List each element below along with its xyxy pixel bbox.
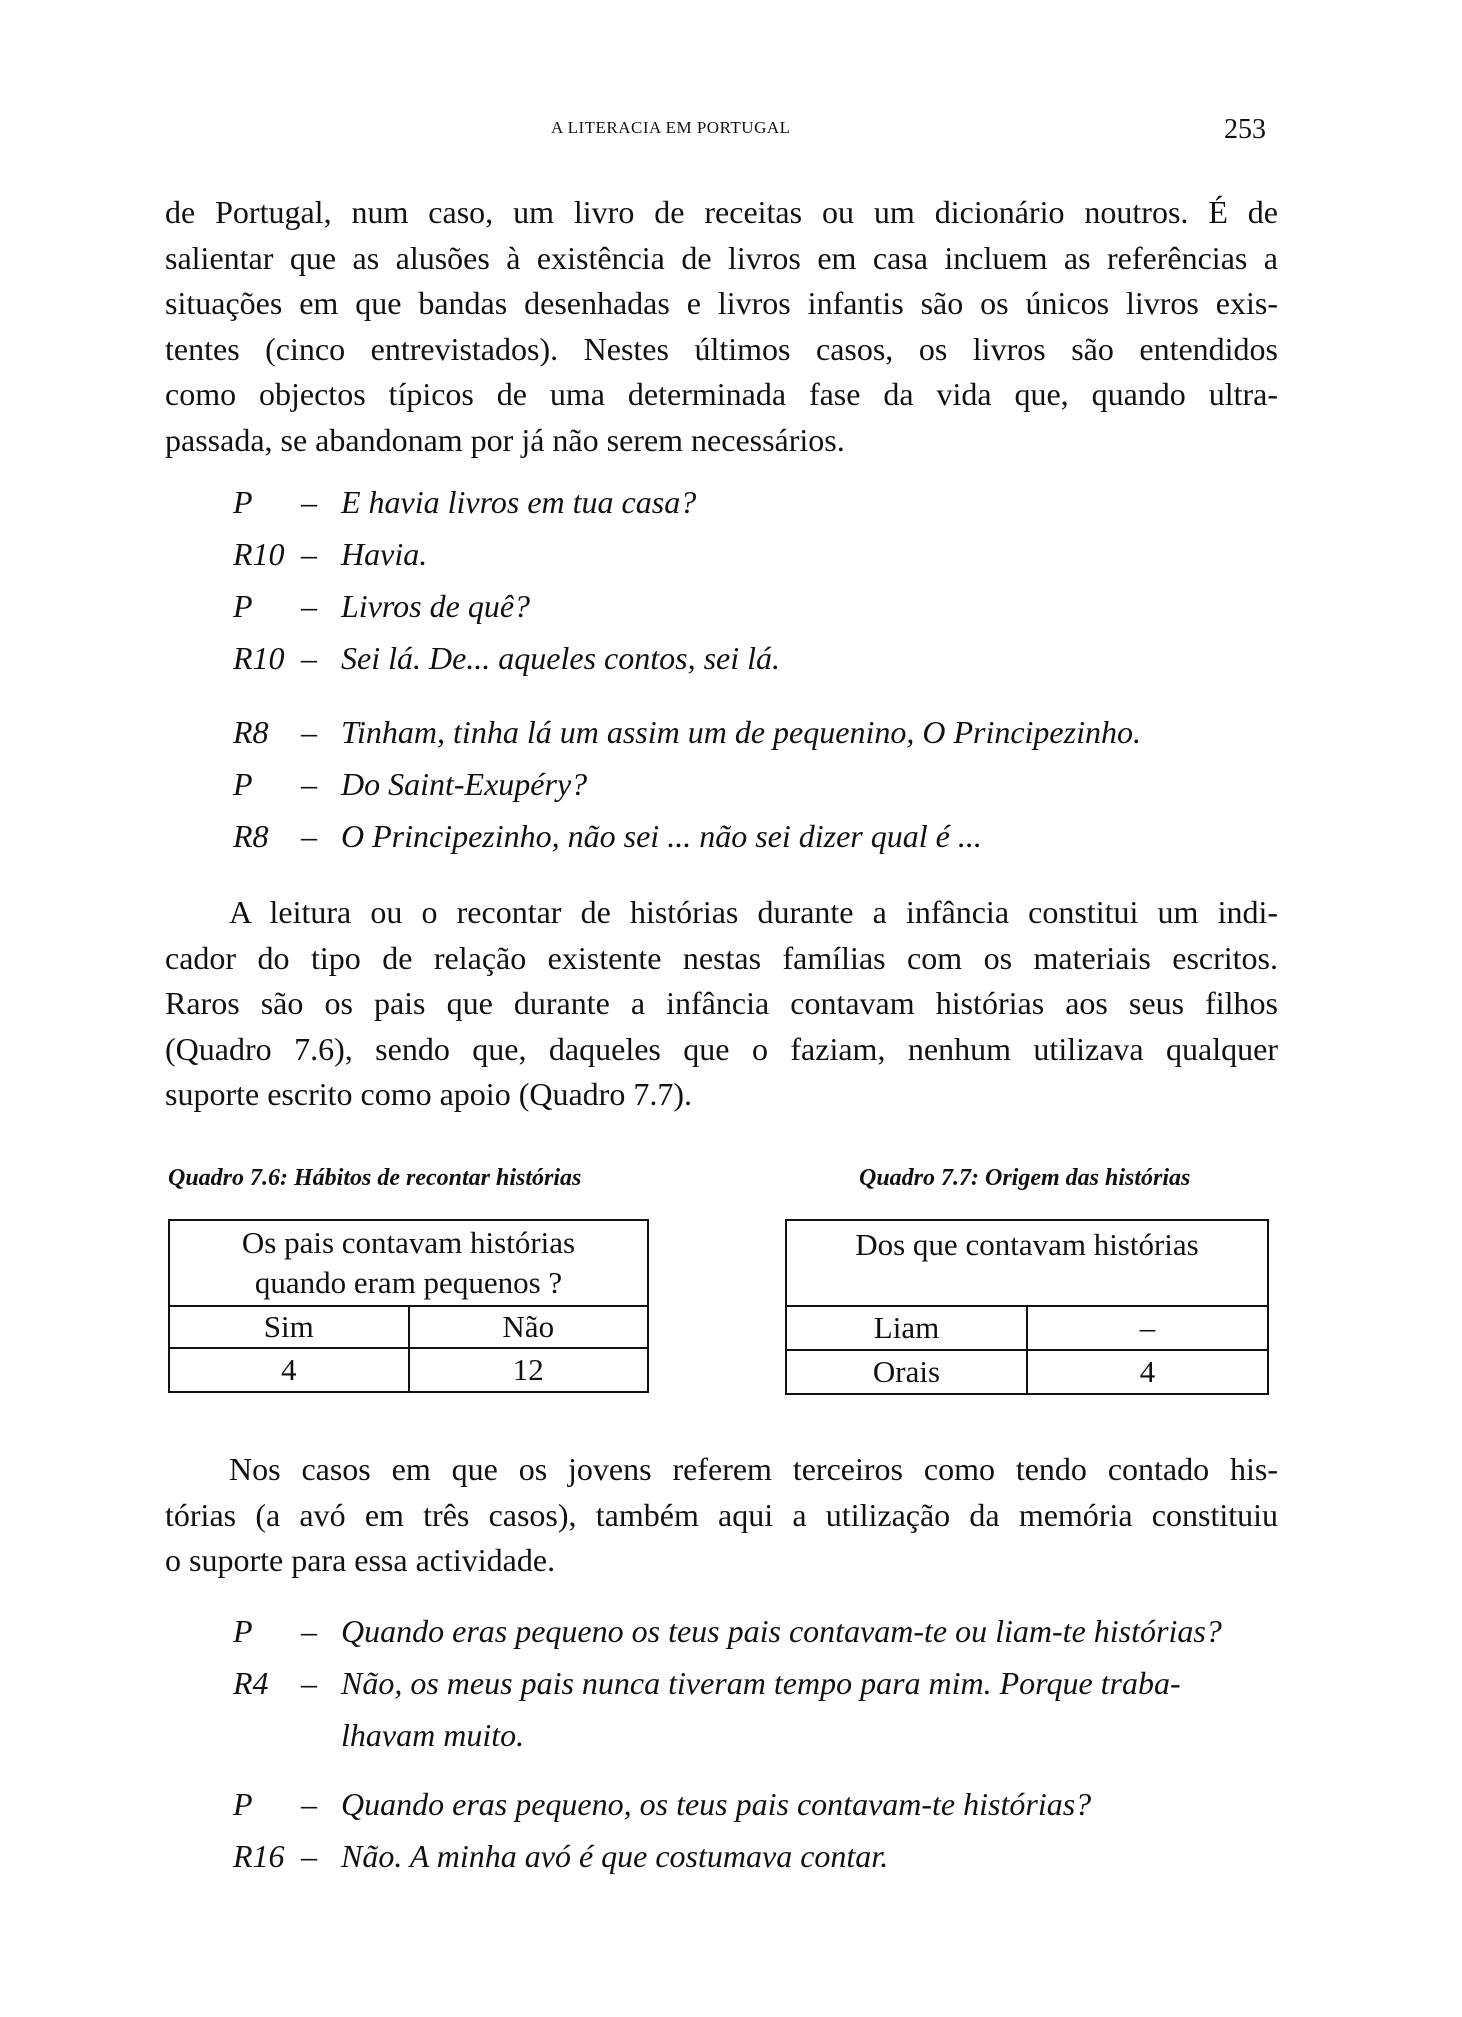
utterance: Quando eras pequeno os teus pais contavam-te ou liam-te histórias?: [341, 1613, 1222, 1649]
paragraph-3: [165, 1447, 1278, 1584]
dash: –: [301, 1838, 317, 1874]
utterance: Não. A minha avó é que costumava contar.: [341, 1838, 889, 1874]
dialogue-line: [233, 1838, 1091, 1890]
row-value: –: [1027, 1306, 1268, 1350]
header-line: quando eram pequenos ?: [254, 1265, 563, 1300]
utterance: Não, os meus pais nunca tiveram tempo para mim. Porque traba-: [341, 1665, 1181, 1701]
dash: –: [301, 536, 317, 572]
paragraph-line: de Portugal, num caso, um livro de receitas ou um dicionário noutros. É de: [165, 194, 1278, 230]
utterance: Do Saint-Exupéry?: [341, 766, 588, 802]
paragraph-line: Nos casos em que os jovens referem terceiros como tendo contado his-: [229, 1451, 1278, 1487]
utterance: Quando eras pequeno, os teus pais contavam-te histórias?: [341, 1786, 1092, 1822]
utterance: O Principezinho, não sei ... não sei dizer qual é ...: [341, 818, 982, 854]
speaker: R10: [233, 640, 285, 676]
paragraph-line: como objectos típicos de uma determinada fase da vida que, quando ultra-: [165, 376, 1278, 412]
paragraph-line: tórias (a avó em três casos), também aqui a utilização da memória constituiu: [165, 1496, 1278, 1533]
utterance: Sei lá. De... aqueles contos, sei lá.: [341, 640, 781, 676]
paragraph-line: salientar que as alusões à existência de livros em casa incluem as referências a: [165, 239, 1278, 276]
speaker: R8: [233, 714, 269, 750]
utterance: Havia.: [341, 536, 428, 572]
row-label: Orais: [786, 1350, 1027, 1394]
dialogue-block-2: [233, 714, 1141, 870]
dash: –: [301, 640, 317, 676]
utterance: Livros de quê?: [341, 588, 531, 624]
paragraph-1: [165, 190, 1278, 463]
speaker: R8: [233, 818, 269, 854]
dialogue-block-3: [233, 1613, 1222, 1769]
paragraph-line: passada, se abandonam por já não serem necessários.: [165, 421, 845, 458]
dialogue-line: [233, 1613, 1222, 1665]
page-number: 253: [1224, 114, 1266, 145]
quadro-7-6-table: [168, 1219, 649, 1393]
speaker: P: [233, 484, 253, 520]
dialogue-line: [233, 484, 780, 536]
dialogue-line: [233, 536, 780, 588]
speaker: P: [233, 766, 253, 802]
dash: –: [301, 1786, 317, 1822]
dash: –: [301, 766, 317, 802]
dash: –: [301, 1665, 317, 1701]
dialogue-line: [233, 766, 1141, 818]
quadro-7-7-table: [785, 1219, 1269, 1395]
paragraph-line: situações em que bandas desenhadas e livros infantis são os únicos livros exis-: [165, 285, 1278, 321]
paragraph-line: tentes (cinco entrevistados). Nestes últimos casos, os livros são entendidos: [165, 330, 1278, 367]
row-value: 4: [1027, 1350, 1268, 1394]
dialogue-line: [233, 714, 1141, 766]
running-title: A LITERACIA EM PORTUGAL: [551, 118, 791, 137]
speaker: R10: [233, 536, 285, 572]
dialogue-block-4: [233, 1786, 1091, 1890]
dash: –: [301, 714, 317, 750]
table-header: [169, 1220, 648, 1306]
dialogue-line: [233, 1665, 1222, 1717]
dialogue-line: [233, 1717, 1222, 1769]
dialogue-line: [233, 640, 780, 692]
paragraph-line: suporte escrito como apoio (Quadro 7.7).: [165, 1076, 692, 1112]
value-cell: 4: [169, 1348, 409, 1392]
row-label: Liam: [786, 1306, 1027, 1350]
header-line: Os pais contavam histórias: [241, 1225, 576, 1260]
value-cell: 12: [409, 1348, 649, 1392]
paragraph-line: o suporte para essa actividade.: [165, 1542, 556, 1578]
speaker: P: [233, 1613, 253, 1649]
speaker: P: [233, 1786, 253, 1822]
dash: –: [301, 588, 317, 624]
utterance: Tinham, tinha lá um assim um de pequenino, O Principezinho.: [341, 714, 1141, 750]
paragraph-line: Raros são os pais que durante a infância contavam histórias aos seus filhos: [165, 985, 1278, 1021]
speaker: R4: [233, 1665, 269, 1701]
utterance-continuation: lhavam muito.: [341, 1717, 525, 1753]
dash: –: [301, 1613, 317, 1649]
dialogue-line: [233, 818, 1141, 870]
paragraph-line: cador do tipo de relação existente nestas famílias com os materiais escritos.: [165, 939, 1278, 976]
paragraph-2: [165, 890, 1278, 1118]
dialogue-line: [233, 588, 780, 640]
quadro-7-6-caption: Quadro 7.6: Hábitos de recontar histórias: [168, 1165, 582, 1191]
quadro-7-7-caption: Quadro 7.7: Origem das histórias: [859, 1165, 1191, 1191]
paragraph-line: (Quadro 7.6), sendo que, daqueles que o faziam, nenhum utilizava qualquer: [165, 1030, 1278, 1067]
dash: –: [301, 484, 317, 520]
dialogue-block-1: [233, 484, 780, 692]
utterance: E havia livros em tua casa?: [341, 484, 697, 520]
speaker: P: [233, 588, 253, 624]
paragraph-line: A leitura ou o recontar de histórias durante a infância constitui um indi-: [229, 894, 1278, 930]
dialogue-line: [233, 1786, 1091, 1838]
speaker: R16: [233, 1838, 285, 1874]
column-header-sim: Sim: [169, 1306, 409, 1348]
column-header-nao: Não: [409, 1306, 649, 1348]
dash: –: [301, 818, 317, 854]
table-header: Dos que contavam histórias: [786, 1220, 1268, 1306]
